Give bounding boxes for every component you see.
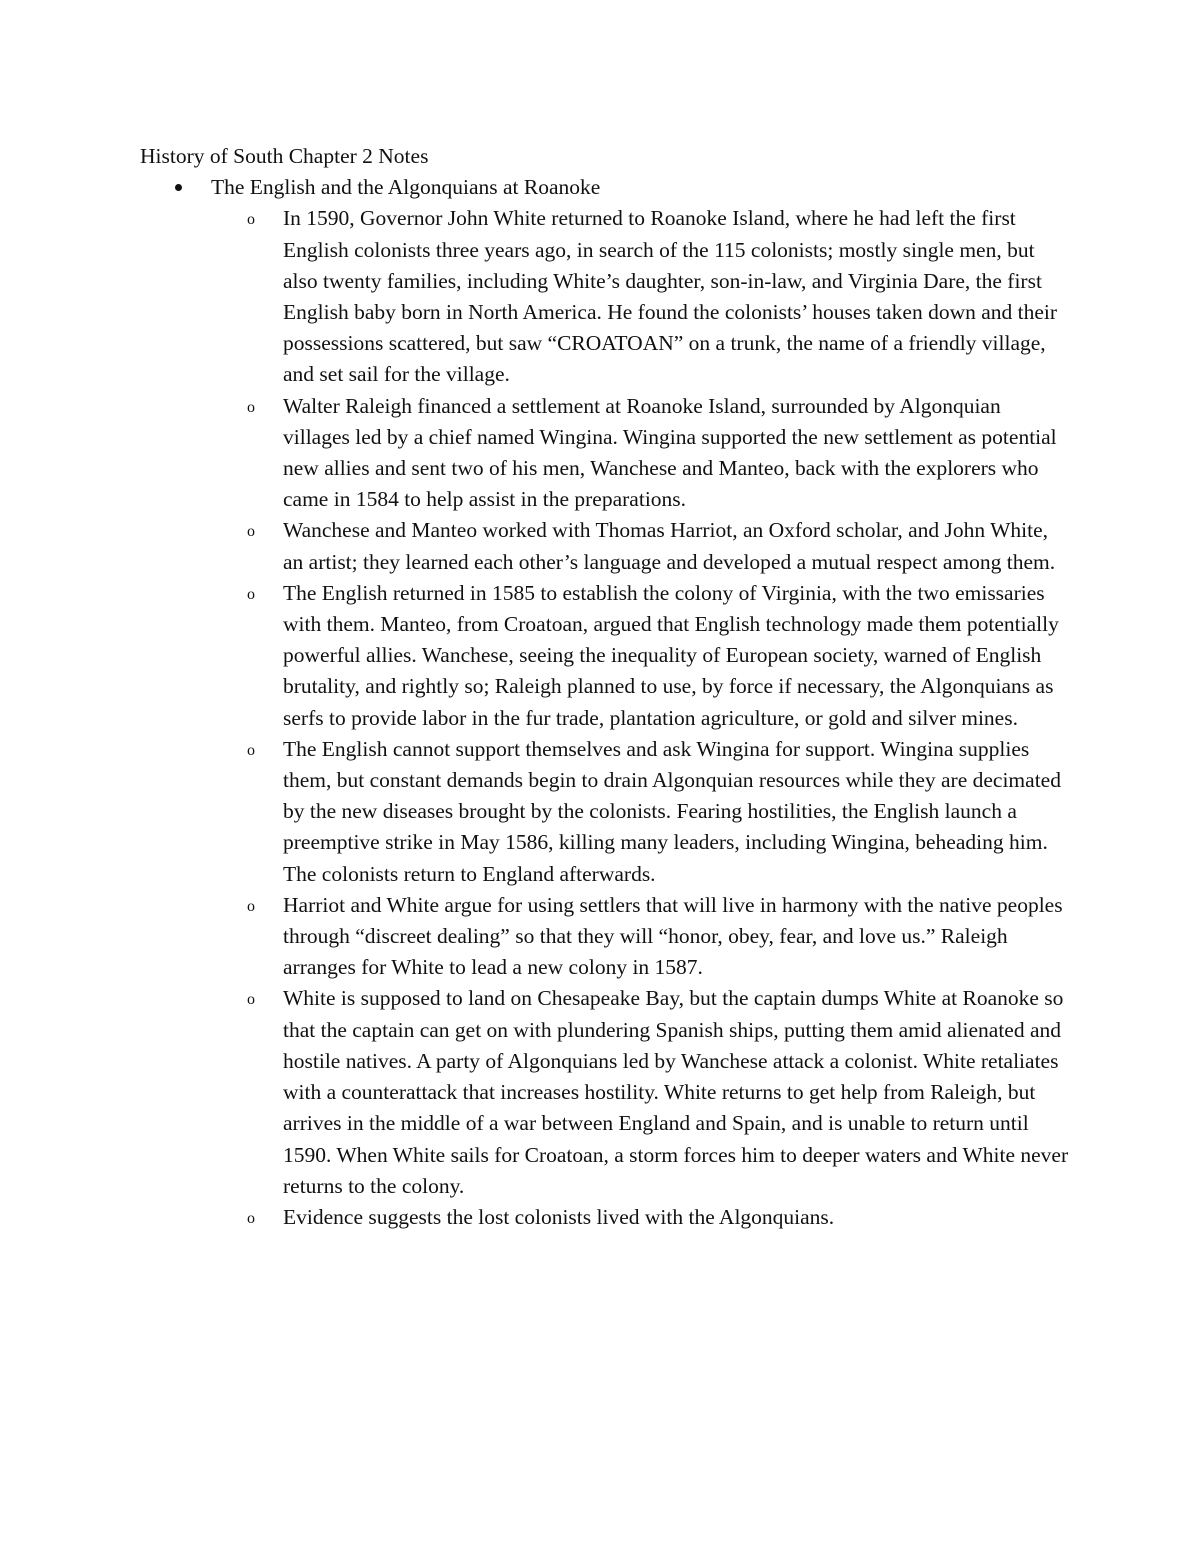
bullet-circle-icon: o [247,741,255,759]
bullet-circle-icon: o [247,1209,255,1227]
note-text: The English returned in 1585 to establish the colony of Virginia, with the two emissaries with them. Manteo, from Croatoan, argued that English technology made them potentially powerful allies. Wanchese, seeing the inequality of European society, warned of English brutality, and rightly so; Raleigh planned to use, by force if necessary, the Algonquians as serfs to provide labor in the fur trade, plantation agriculture, or gold and silver mines. [283,580,1059,730]
section-heading: The English and the Algonquians at Roanoke [211,175,601,200]
list-item [211,1202,1070,1233]
note-text: In 1590, Governor John White returned to Roanoke Island, where he had left the first English colonists three years ago, in search of the 115 colonists; mostly single men, but also twenty families, including White’s daughter, son-in-law, and Virginia Dare, the first English baby born in North America. He found the colonists’ houses taken down and their possessions scattered, but saw “CROATOAN” on a trunk, the name of a friendly village, and set sail for the village. [283,206,1058,387]
note-text: Harriot and White argue for using settlers that will live in harmony with the native peoples through “discreet dealing” so that they will “honor, obey, fear, and love us.” Raleigh arranges for White to lead a new colony in 1587. [283,892,1063,980]
list-item [211,203,1070,390]
bullet-circle-icon: o [247,211,255,229]
note-text: Walter Raleigh financed a settlement at Roanoke Island, surrounded by Algonquian villages led by a chief named Wingina. Wingina supported the new settlement as potential new allies and sent two of his men, Wanchese and Manteo, back with the explorers who came in 1584 to help assist in the preparations. [283,393,1057,512]
list-item [211,515,1070,577]
bullet-circle-icon: o [247,897,255,915]
sub-list [211,203,1070,1233]
bullet-circle-icon: o [247,991,255,1009]
note-text: White is supposed to land on Chesapeake Bay, but the captain dumps White at Roanoke so that the captain can get on with plundering Spanish ships, putting them amid alienated and hostile natives. A party of Algonquians led by Wanchese attack a colonist. White retaliates with a counterattack that increases hostility. White returns to get help from Raleigh, but arrives in the middle of a war between England and Spain, and is unable to return until 1590. When White sails for Croatoan, a storm forces him to deeper waters and White never returns to the colony. [283,986,1069,1198]
bullet-disc-icon [175,184,182,191]
bullet-circle-icon: o [247,523,255,541]
bullet-circle-icon: o [247,398,255,416]
list-item [211,890,1070,984]
list-item [211,734,1070,890]
top-level-list [140,172,1070,1233]
note-text: Wanchese and Manteo worked with Thomas Harriot, an Oxford scholar, and John White, an artist; they learned each other’s language and developed a mutual respect among them. [283,518,1056,574]
page-title: History of South Chapter 2 Notes [140,144,429,168]
list-item [211,578,1070,734]
list-item [140,172,1070,1233]
document-body [140,141,1070,1233]
bullet-circle-icon: o [247,585,255,603]
note-text: The English cannot support themselves and ask Wingina for support. Wingina supplies them, but constant demands begin to drain Algonquian resources while they are decimated by the new diseases brought by the colonists. Fearing hostilities, the English launch a preemptive strike in May 1586, killing many leaders, including Wingina, beheading him. The colonists return to England afterwards. [283,736,1061,886]
list-item [211,983,1070,1201]
note-text: Evidence suggests the lost colonists lived with the Algonquians. [283,1204,835,1229]
list-item [211,391,1070,516]
